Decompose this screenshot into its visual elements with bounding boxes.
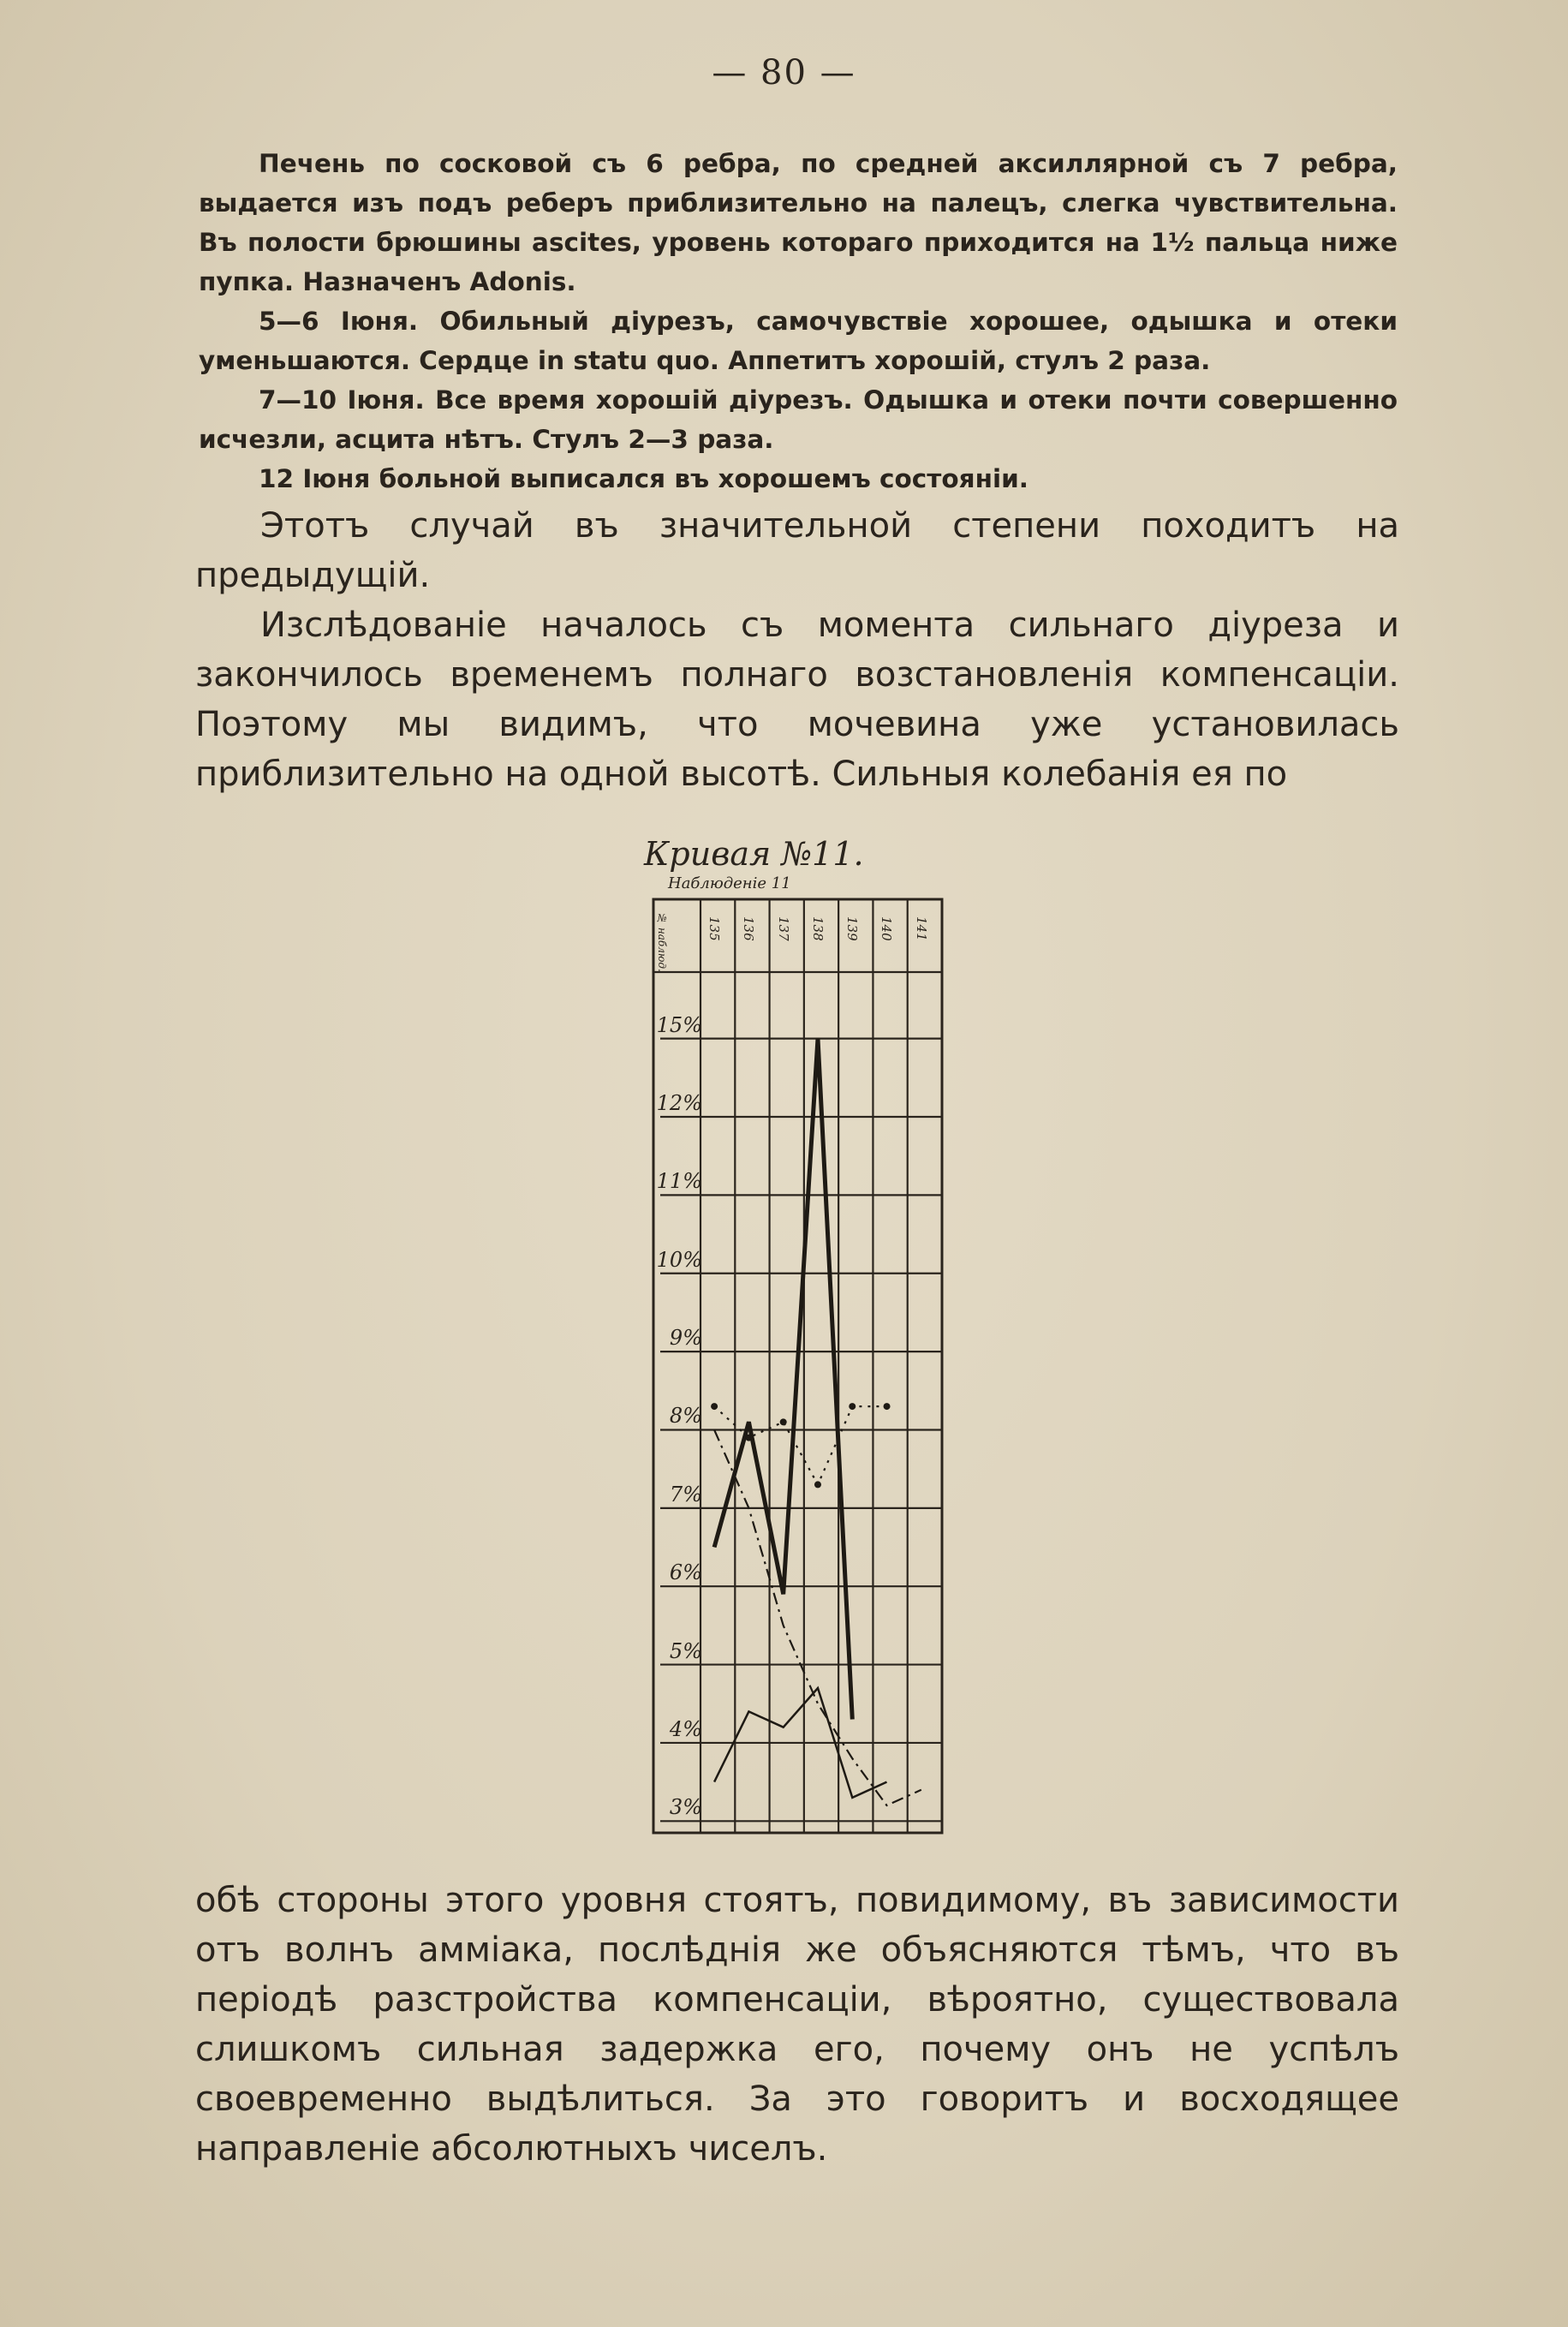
column-label: 137 — [775, 916, 791, 941]
case-note-june-5-6: 5—6 Іюня. Обильный діурезъ, самочувствіе хорошее, одышка и отеки уменьшаются. Сердце in statu quo. Аппетитъ хорошій, стулъ 2 раза. — [199, 307, 1398, 375]
series-point-dotted — [711, 1403, 718, 1410]
column-label: 138 — [809, 916, 826, 941]
series-point-dotted — [780, 1418, 787, 1425]
series-point-dotted — [814, 1481, 821, 1488]
y-tick-label: 12% — [656, 1091, 702, 1116]
column-label: 139 — [844, 916, 861, 941]
case-note-june-7-10: 7—10 Іюня. Все время хорошій діурезъ. Одышка и отеки почти совершенно исчезли, асцита нѣтъ. Стулъ 2—3 раза. — [199, 385, 1398, 454]
y-tick-label: 5% — [669, 1638, 702, 1663]
y-tick-label: 10% — [656, 1247, 702, 1272]
page-number: — 80 — — [712, 53, 856, 92]
column-label: 140 — [879, 916, 895, 941]
column-label: 135 — [706, 916, 722, 941]
figure-subtitle: Наблюденіе 11 — [668, 874, 791, 892]
paragraph-similar-case: Этотъ случай въ значительной степени походитъ на предыдущій. — [195, 506, 1399, 595]
y-tick-label: 4% — [669, 1716, 702, 1741]
case-note-june-12: 12 Іюня больной выписался въ хорошемъ состояніи. — [259, 464, 1028, 493]
paragraph-conclusion: обѣ стороны этого уровня стоятъ, повидимому, въ зависимости отъ волнъ амміака, послѣднія же объясняются тѣмъ, что въ періодѣ разстройства компенсаціи, вѣроятно, существовала слишкомъ сильная задержка его, почему онъ не успѣлъ своевременно выдѣлиться. За это говоритъ и восходящее направленіе абсолютныхъ чиселъ. — [195, 1881, 1399, 2169]
series-point-dotted — [745, 1435, 752, 1441]
figure-corner-label: № наблюд. — [656, 912, 668, 972]
case-notes — [199, 144, 1398, 498]
body-text-bottom — [195, 1876, 1399, 2174]
column-label: 136 — [741, 916, 757, 941]
case-note-liver: Печень по сосковой съ 6 ребра, по средней аксиллярной съ 7 ребра, выдается изъ подъ реберъ приблизительно на палецъ, слегка чувствительна. Въ полости брюшины ascites, уровень котораго приходится на 1½ пальца ниже пупка. Назначенъ Adonis. — [199, 149, 1398, 296]
y-tick-label: 15% — [656, 1012, 702, 1037]
y-tick-label: 3% — [669, 1795, 702, 1820]
curve-figure — [599, 835, 959, 1846]
figure-title: Кривая №11. — [644, 835, 864, 873]
paragraph-study: Изслѣдованіе началось съ момента сильнаго діуреза и закончилось временемъ полнаго возстановленія компенсаціи. Поэтому мы видимъ, что мочевина уже установилась приблизительно на одной высотѣ. Сильныя колебанія ея по — [195, 606, 1399, 794]
series-point-dotted — [849, 1403, 856, 1410]
column-label: 141 — [913, 916, 929, 941]
y-tick-label: 8% — [669, 1404, 702, 1429]
y-tick-label: 6% — [669, 1560, 702, 1585]
body-text-top — [195, 501, 1399, 799]
curve-chart — [599, 835, 959, 1846]
y-tick-label: 9% — [669, 1326, 702, 1351]
y-tick-label: 11% — [656, 1169, 702, 1194]
y-tick-label: 7% — [669, 1482, 702, 1507]
series-point-dotted — [884, 1403, 891, 1410]
